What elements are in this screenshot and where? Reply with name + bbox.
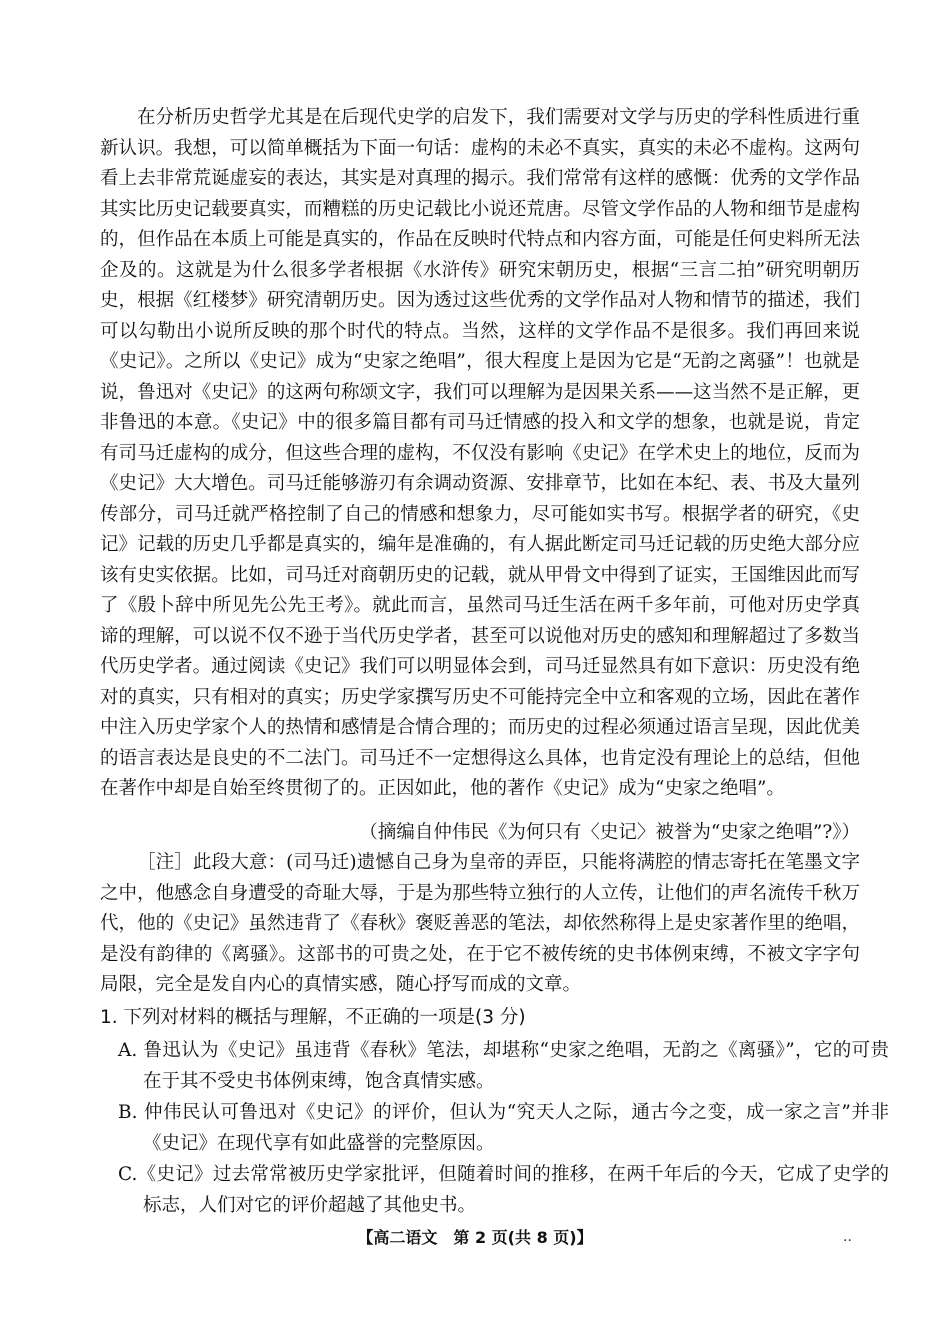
page-footer: 【高二语文 第 2 页(共 8 页)】: [357, 1228, 593, 1247]
option-a: A. 鲁迅认为《史记》虽违背《春秋》笔法，却堪称“史家之绝唱，无韵之《离骚》”，它的可贵在于其不受史书体例束缚，饱含真情实感。: [118, 1040, 889, 1092]
option-c: C.《史记》过去常常被历史学家批评，但随着时间的推移，在两千年后的今天，它成了史学的标志，人们对它的评价超越了其他史书。: [118, 1164, 889, 1216]
corner-mark: ..: [843, 1229, 852, 1245]
passage-body: 在分析历史哲学尤其是在后现代史学的启发下，我们需要对文学与历史的学科性质进行重新认识。我想，可以简单概括为下面一句话：虚构的未必不真实，真实的未必不虚构。这两句看上去非常荒诞虚妄的表达，其实是对真理的揭示。我们常常有这样的感慨：优秀的文学作品其实比历史记载要真实，而糟糕的历史记载比小说还荒唐。尽管文学作品的人物和细节是虚构的，但作品在本质上可能是真实的，作品在反映时代特点和内容方面，可能是任何史料所无法企及的。这就是为什么很多学者根据《水浒传》研究宋朝历史，根据“三言二拍”研究明朝历史，根据《红楼梦》研究清朝历史。因为透过这些优秀的文学作品对人物和情节的描述，我们可以勾勒出小说所反映的那个时代的特点。当然，这样的文学作品不是很多。我们再回来说《史记》。之所以《史记》成为“史家之绝唱”，很大程度上是因为它是“无韵之离骚”！也就是说，鲁迅对《史记》的这两句称颂文字，我们可以理解为是因果关系——这当然不是正解，更非鲁迅的本意。《史记》中的很多篇目都有司马迁情感的投入和文学的想象，也就是说，肯定有司马迁虚构的成分，但这些合理的虚构，不仅没有影响《史记》在学术史上的地位，反而为《史记》大大增色。司马迁能够游刃有余调动资源、安排章节，比如在本纪、表、书及大量列传部分，司马迁就严格控制了自己的情感和想象力，尽可能如实书写。根据学者的研究，《史记》记载的历史几乎都是真实的，编年是准确的，有人据此断定司马迁记载的历史绝大部分应该有史实依据。比如，司马迁对商朝历史的记载，就从甲骨文中得到了证实，王国维因此而写了《殷卜辞中所见先公先王考》。就此而言，虽然司马迁生活在两千多年前，可他对历史学真谛的理解，可以说不仅不逊于当代历史学者，甚至可以说他对历史的感知和理解超过了多数当代历史学者。通过阅读《史记》我们可以明显体会到，司马迁显然具有如下意识：历史没有绝对的真实，只有相对的真实；历史学家撰写历史不可能持完全中立和客观的立场，因此在著作中注入历史学家个人的热情和感情是合情合理的；而历史的过程必须通过语言呈现，因此优美的语言表达是良史的不二法门。司马迁不一定想得这么具体，也肯定没有理论上的总结，但他在著作中却是自始至终贯彻了的。正因如此，他的著作《史记》成为“史家之绝唱”。: [100, 107, 860, 799]
passage-note: ［注］此段大意：(司马迁)遗憾自己身为皇帝的弄臣，只能将满腔的情志寄托在笔墨文字之中，他感念自身遭受的奇耻大辱，于是为那些特立独行的人立传，让他们的声名流传千秋万代，他的《史记》虽然违背了《春秋》褒贬善恶的笔法，却依然称得上是史家著作里的绝唱，是没有韵律的《离骚》。这部书的可贵之处，在于它不被传统的史书体例束缚，不被文字字句局限，完全是发自内心的真情实感，随心抒写而成的文章。: [100, 852, 860, 995]
passage-source: （摘编自仲伟民《为何只有〈史记〉被誉为“史家之绝唱”?》）: [359, 822, 860, 843]
question-stem: 1. 下列对材料的概括与理解，不正确的一项是(3 分): [100, 1007, 526, 1028]
option-b: B. 仲伟民认可鲁迅对《史记》的评价，但认为“究天人之际，通古今之变，成一家之言”并非《史记》在现代享有如此盛誉的完整原因。: [118, 1102, 889, 1154]
